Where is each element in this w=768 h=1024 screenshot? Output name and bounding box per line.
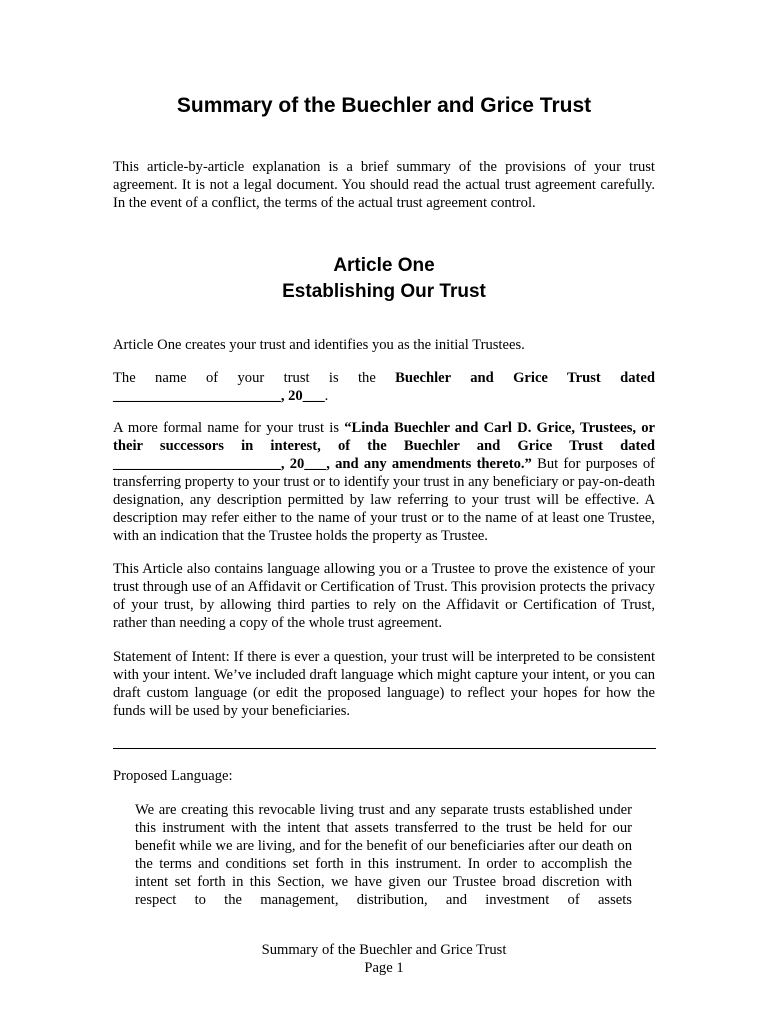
formal-name-suffix: But for purposes of transferring property to your trust or to identify your trust in any beneficiary or pay-on-death designation, any description permitted by law referring to your trust will be effective. A description may refer either to the name of your trust or to the name of at least one Trustee, with an indication that the Trustee holds the property as Trustee.: [113, 456, 655, 544]
formal-name-paragraph: [113, 419, 655, 545]
proposed-language-text: We are creating this revocable living trust and any separate trusts established under this instrument with the intent that assets transferred to the trust be held for our benefit while we are living, and for the benefit of our beneficiaries after our death on the terms and conditions set forth in this instrument. In order to accomplish the intent set forth in this Section, we have given our Trustee broad discretion with respect to the management, distribution, and investment of assets: [135, 802, 632, 908]
intro-paragraph: [113, 158, 655, 212]
creates-text: Article One creates your trust and identifies you as the initial Trustees.: [113, 337, 525, 353]
trust-name-text: [113, 369, 655, 405]
trust-name-paragraph: [113, 369, 655, 405]
page-number: Page 1: [364, 960, 404, 976]
article-number: Article One: [333, 255, 435, 276]
intro-text: This article-by-article explanation is a brief summary of the provisions of your trust agreement. It is not a legal document. You should read the actual trust agreement carefully. In the event of a conflict, the terms of the actual trust agreement control.: [113, 159, 655, 211]
document-title: Summary of the Buechler and Grice Trust: [176, 94, 592, 117]
trust-name-prefix: The name of your trust is the: [113, 370, 396, 386]
proposed-language-label: [113, 767, 655, 785]
trust-name-bold: Buechler and Grice Trust dated _______________________, 20___: [113, 370, 655, 404]
affidavit-text: This Article also contains language allowing you or a Trustee to prove the existence of your trust through use of an Affidavit or Certification of Trust. This provision protects the privacy of your trust, by allowing third parties to rely on the Affidavit or Certification of Trust, rather than needing a copy of the whole trust agreement.: [113, 561, 655, 631]
horizontal-rule: [113, 748, 656, 749]
page-footer: [0, 941, 768, 977]
proposed-language-block: [135, 801, 632, 909]
article-title: Establishing Our Trust: [282, 281, 486, 302]
article-heading: [0, 253, 768, 305]
formal-name-text: [113, 419, 655, 545]
intent-text: Statement of Intent: If there is ever a question, your trust will be interpreted to be consistent with your intent. We’ve included draft language which might capture your intent, or you can draft custom language (or edit the proposed language) to reflect your hopes for how the funds will be used by your beneficiaries.: [113, 649, 655, 719]
intent-paragraph: [113, 648, 655, 720]
formal-name-bold: “Linda Buechler and Carl D. Grice, Trustees, or their successors in interest, of the Buechler and Grice Trust dated _______________________, 20___, and any amendments thereto.”: [113, 420, 655, 472]
affidavit-paragraph: [113, 560, 655, 632]
formal-name-prefix: A more formal name for your trust is: [113, 420, 345, 436]
creates-paragraph: [113, 336, 655, 354]
proposed-language-label-text: Proposed Language:: [113, 768, 233, 784]
trust-name-suffix: .: [324, 388, 329, 404]
footer-title: Summary of the Buechler and Grice Trust: [261, 942, 507, 958]
